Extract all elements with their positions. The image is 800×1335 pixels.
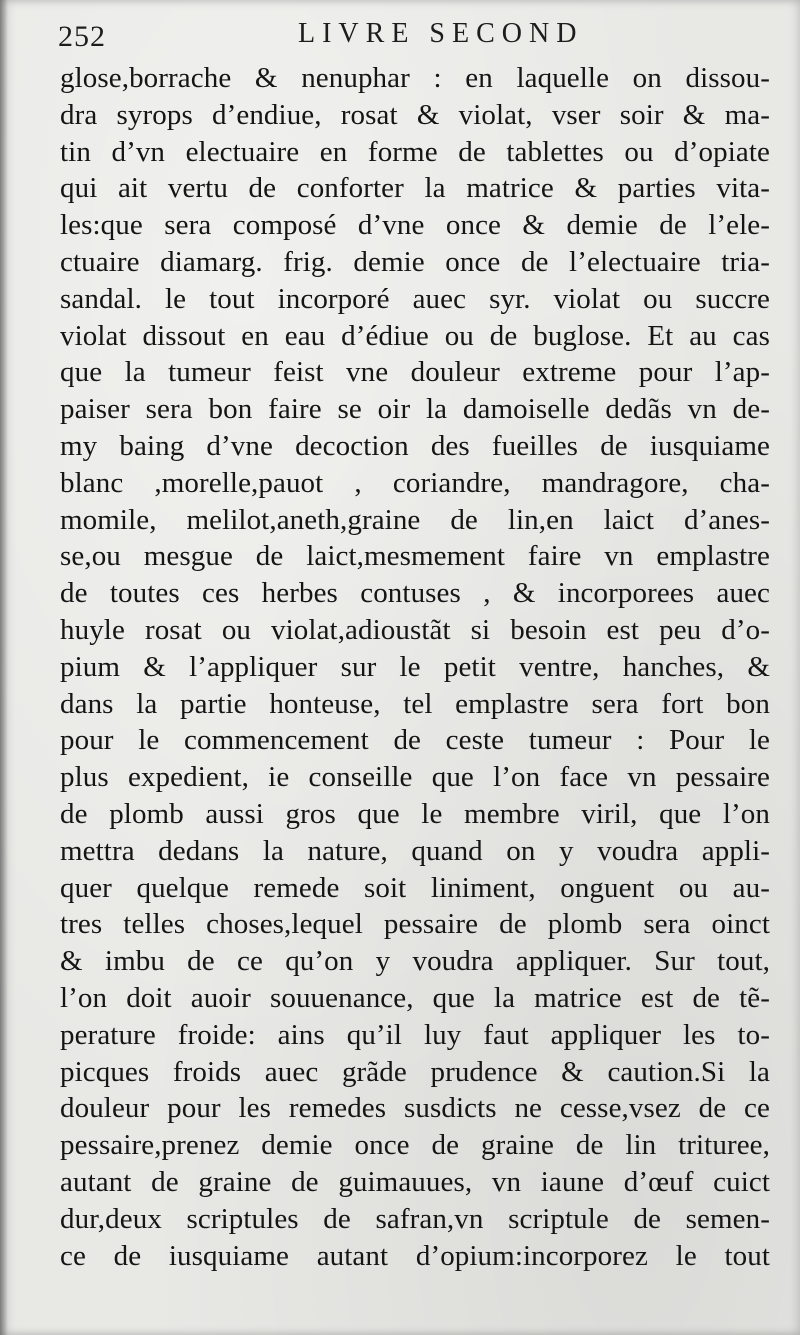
text-line: dur,deux scriptules de safran,vn scriptule de semen- (60, 1202, 770, 1235)
text-line: plus expedient, ie conseille que l’on face vn pessaire (60, 761, 770, 794)
text-line: huyle rosat ou violat,adioustãt si besoin est peu d’o- (60, 613, 770, 646)
text-line: & imbu de ce qu’on y voudra appliquer. Sur tout, (60, 945, 770, 978)
text-line: pessaire,prenez demie once de graine de lin trituree, (60, 1129, 770, 1162)
body-text (60, 60, 770, 1274)
text-line: paiser sera bon faire se oir la damoiselle dedãs vn de- (60, 393, 770, 426)
text-line: dans la partie honteuse, tel emplastre sera fort bon (60, 687, 770, 720)
text-line: mettra dedans la nature, quand on y voudra appli- (60, 834, 770, 867)
page-header (58, 12, 748, 52)
text-line: ctuaire diamarg. frig. demie once de l’electuaire tria- (60, 245, 770, 278)
text-line: qui ait vertu de conforter la matrice & parties vita- (60, 172, 770, 205)
text-line: my baing d’vne decoction des fueilles de iusquiame (60, 429, 770, 462)
text-line: pour le commencement de ceste tumeur : Pour le (60, 724, 770, 757)
text-line: de plomb aussi gros que le membre viril, que l’on (60, 797, 770, 830)
page-number: 252 (58, 20, 106, 53)
text-line: pium & l’appliquer sur le petit ventre, hanches, & (60, 650, 770, 683)
text-line: momile, melilot,aneth,graine de lin,en laict d’anes- (60, 503, 770, 536)
text-line: tres telles choses,lequel pessaire de plomb sera oinct (60, 908, 770, 941)
text-line: ce de iusquiame autant d’opium:incorporez le tout (60, 1239, 770, 1272)
text-line: violat dissout en eau d’édiue ou de buglose. Et au cas (60, 319, 770, 352)
spine-shadow (0, 0, 8, 1335)
text-line: l’on doit auoir souuenance, que la matrice est de tẽ- (60, 981, 770, 1014)
text-line: de toutes ces herbes contuses , & incorporees auec (60, 577, 770, 610)
text-line: les:que sera composé d’vne once & demie de l’ele- (60, 209, 770, 242)
text-line: sandal. le tout incorporé auec syr. violat ou succre (60, 282, 770, 315)
text-line: glose,borrache & nenuphar : en laquelle on dissou- (60, 62, 770, 94)
text-line: tin d’vn electuaire en forme de tablettes ou d’opiate (60, 135, 770, 168)
text-line: picques froids auec grãde prudence & caution.Si la (60, 1055, 770, 1088)
text-line: blanc ,morelle,pauot , coriandre, mandragore, cha- (60, 466, 770, 499)
text-line: perature froide: ains qu’il luy faut appliquer les to- (60, 1018, 770, 1051)
text-line: quer quelque remede soit liniment, onguent ou au- (60, 871, 770, 904)
text-line: douleur pour les remedes susdicts ne cesse,vsez de ce (60, 1092, 770, 1125)
text-line: dra syrops d’endiue, rosat & violat, vser soir & ma- (60, 98, 770, 131)
text-line: se,ou mesgue de laict,mesmement faire vn emplastre (60, 540, 770, 573)
text-line: que la tumeur feist vne douleur extreme pour l’ap- (60, 356, 770, 389)
text-line: autant de graine de guimauues, vn iaune d’œuf cuict (60, 1165, 770, 1198)
running-head: LIVRE SECOND (298, 18, 584, 49)
